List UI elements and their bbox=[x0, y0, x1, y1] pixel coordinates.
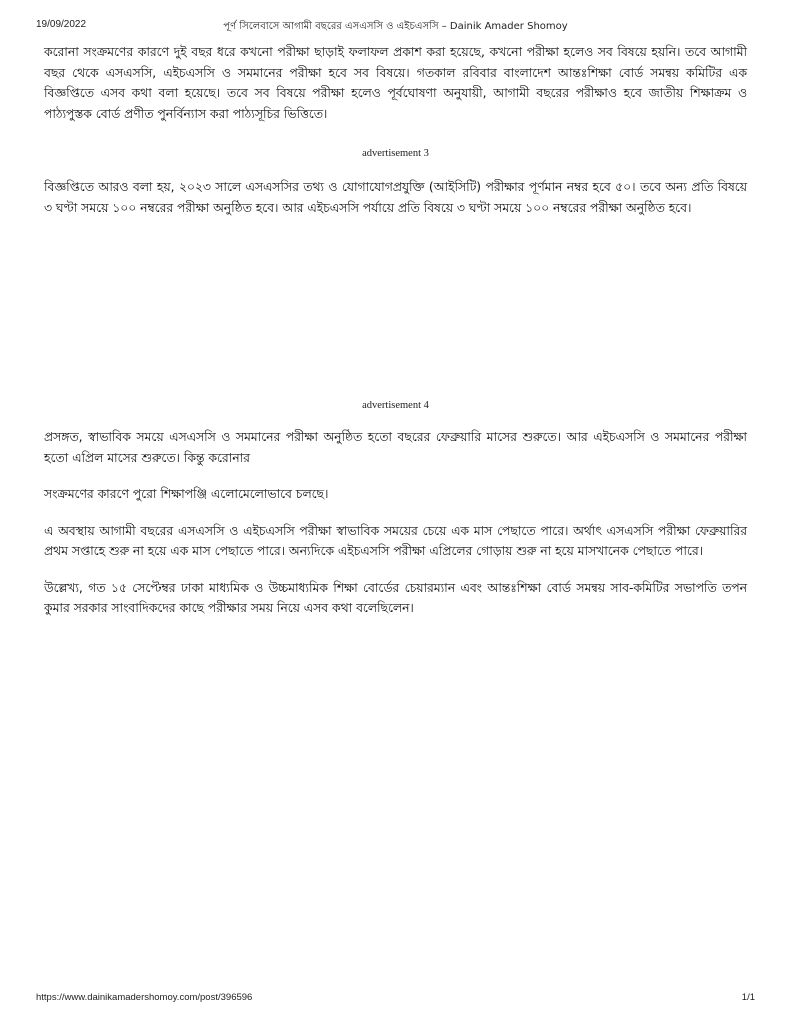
article-body bbox=[44, 42, 747, 619]
advertisement-4-label: advertisement 4 bbox=[362, 400, 429, 411]
page-number: 1/1 bbox=[741, 992, 755, 1003]
advertisement-3-label: advertisement 3 bbox=[362, 148, 429, 159]
article-paragraph-2: বিজ্ঞপ্তিতে আরও বলা হয়, ২০২৩ সালে এসএসসির তথ্য ও যোগাযোগপ্রযুক্তি (আইসিটি) পরীক্ষার পূর্ণমান নম্বর হবে ৫০। তবে অন্য প্রতি বিষয়ে ৩ ঘণ্টা সময়ে ১০০ নম্বরের পরীক্ষা অনুষ্ঠিত হবে। আর এইচএসসি পর্যায়ে প্রতি বিষয়ে ৩ ঘণ্টা সময়ে ১০০ নম্বরের পরীক্ষা অনুষ্ঠিত হবে। bbox=[44, 180, 747, 215]
article-paragraph-1: করোনা সংক্রমণের কারণে দুই বছর ধরে কখনো পরীক্ষা ছাড়াই ফলাফল প্রকাশ করা হয়েছে, কখনো পরীক্ষা হলেও সব বিষয়ে হয়নি। তবে আগামী বছর থেকে এসএসসি, এইচএসসি ও সমমানের পরীক্ষা হবে সব বিষয়ে। গতকাল রবিবার বাংলাদেশ আন্তঃশিক্ষা বোর্ড সমন্বয় কমিটির এক বিজ্ঞপ্তিতে এসব কথা বলা হয়েছে। তবে সব বিষয়ে পরীক্ষা হলেও পূর্বঘোষণা অনুযায়ী, আগামী বছরের পরীক্ষাও হবে জাতীয় শিক্ষাক্রম ও পাঠ্যপুস্তক বোর্ড প্রণীত পুনর্বিন্যাস করা পাঠ্যসূচির ভিত্তিতে। bbox=[44, 45, 747, 121]
page-url: https://www.dainikamadershomoy.com/post/396596 bbox=[36, 992, 253, 1003]
print-date: 19/09/2022 bbox=[36, 19, 87, 30]
article-paragraph-3: প্রসঙ্গত, স্বাভাবিক সময়ে এসএসসি ও সমমানের পরীক্ষা অনুষ্ঠিত হতো বছরের ফেব্রুয়ারি মাসের শুরুতে। আর এইচএসসি ও সমমানের পরীক্ষা হতো এপ্রিল মাসের শুরুতে। কিন্তু করোনার bbox=[44, 430, 747, 465]
page-title: পূর্ণ সিলেবাসে আগামী বছরের এসএসসি ও এইচএসসি – Dainik Amader Shomoy bbox=[223, 21, 568, 32]
article-paragraph-4: সংক্রমণের কারণে পুরো শিক্ষাপঞ্জি এলোমেলোভাবে চলছে। bbox=[44, 487, 329, 501]
article-paragraph-5: এ অবস্থায় আগামী বছরের এসএসসি ও এইচএসসি পরীক্ষা স্বাভাবিক সময়ের চেয়ে এক মাস পেছাতে পারে। অর্থাৎ এসএসসি পরীক্ষা ফেব্রুয়ারির প্রথম সপ্তাহে শুরু না হয়ে এক মাস পেছাতে পারে। অন্যদিকে এইচএসসি পরীক্ষা এপ্রিলের গোড়ায় শুরু না হয়ে মাসখানেক পেছাতে পারে। bbox=[44, 523, 747, 558]
article-paragraph-6: উল্লেখ্য, গত ১৫ সেপ্টেম্বর ঢাকা মাধ্যমিক ও উচ্চমাধ্যমিক শিক্ষা বোর্ডের চেয়ারম্যান এবং আন্তঃশিক্ষা বোর্ড সমন্বয় সাব-কমিটির সভাপতি তপন কুমার সরকার সাংবাদিকদের কাছে পরীক্ষার সময় নিয়ে এসব কথা বলেছিলেন। bbox=[44, 580, 747, 615]
